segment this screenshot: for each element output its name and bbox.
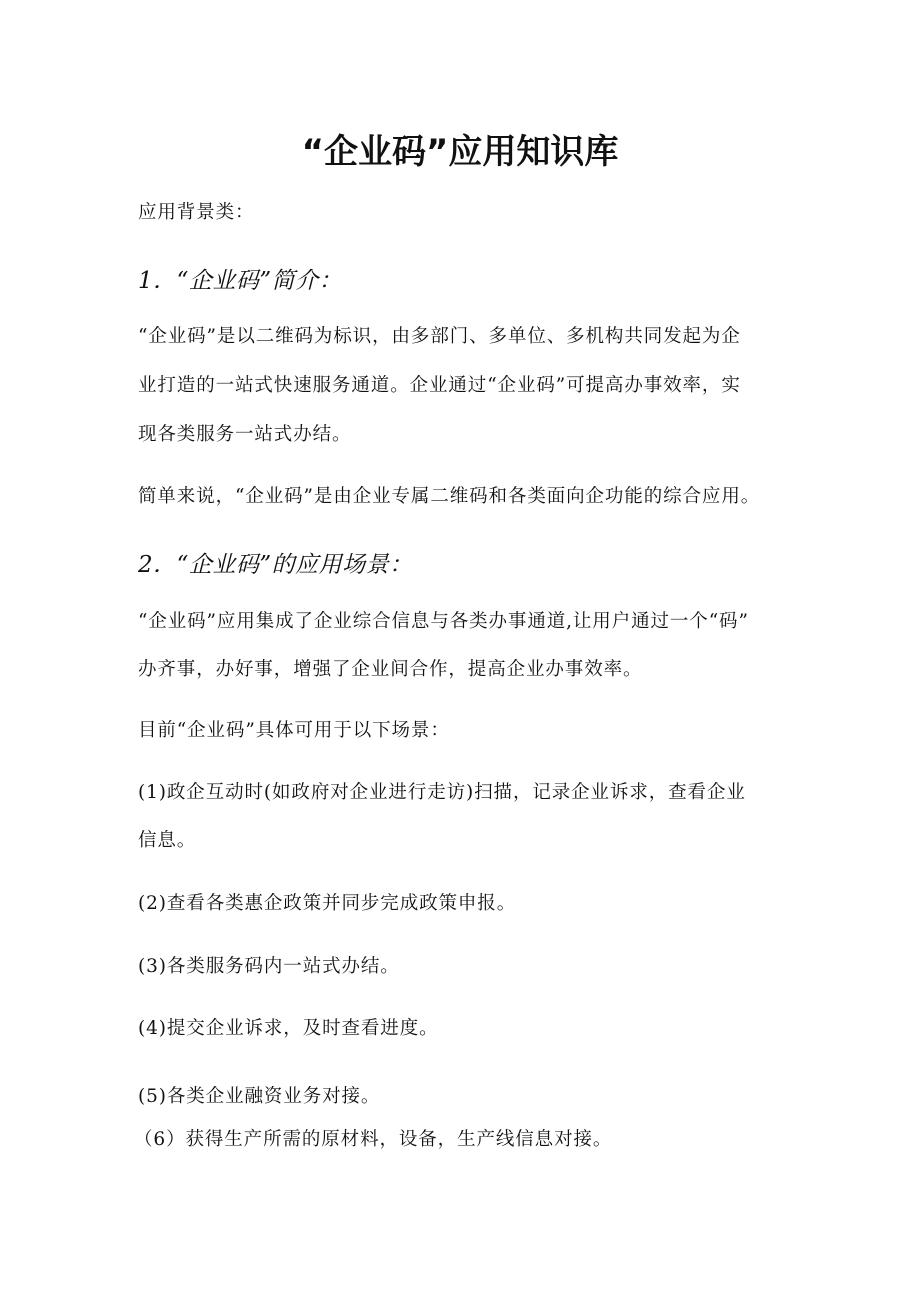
section2-paragraph1-line2: 办齐事，办好事，增强了企业间合作，提高企业办事效率。 [138, 659, 643, 680]
document-title: “企业码”应用知识库 [301, 132, 619, 172]
section1-paragraph2: 简单来说，“企业码”是由企业专属二维码和各类面向企功能的综合应用。 [138, 486, 761, 507]
section2-intro: 目前“企业码”具体可用于以下场景： [138, 720, 450, 741]
section1-paragraph1-line2: 业打造的一站式快速服务通道。企业通过“企业码”可提高办事效率，实 [138, 375, 741, 396]
section2-heading: 2．“企业码”的应用场景： [138, 552, 413, 578]
list-item: (1)政企互动时(如政府对企业进行走访)扫描，记录企业诉求，查看企业 [138, 782, 746, 803]
section1-paragraph1-line1: “企业码”是以二维码为标识，由多部门、多单位、多机构共同发起为企 [138, 326, 741, 347]
list-item: (3)各类服务码内一站式办结。 [138, 956, 400, 977]
section2-paragraph1-line1: “企业码”应用集成了企业综合信息与各类办事通道,让用户通过一个“码” [138, 611, 749, 632]
section1-paragraph1-line3: 现各类服务一站式办结。 [138, 424, 352, 445]
list-item: (5)各类企业融资业务对接。 [138, 1086, 381, 1107]
list-item: (4)提交企业诉求，及时查看进度。 [138, 1018, 439, 1039]
list-item: （6）获得生产所需的原材料，设备，生产线信息对接。 [134, 1129, 613, 1150]
section1-heading: 1．“企业码”简介： [138, 268, 343, 294]
category-label: 应用背景类： [138, 202, 255, 223]
list-item: (2)查看各类惠企政策并同步完成政策申报。 [138, 893, 517, 914]
list-item-continuation: 信息。 [138, 830, 197, 851]
